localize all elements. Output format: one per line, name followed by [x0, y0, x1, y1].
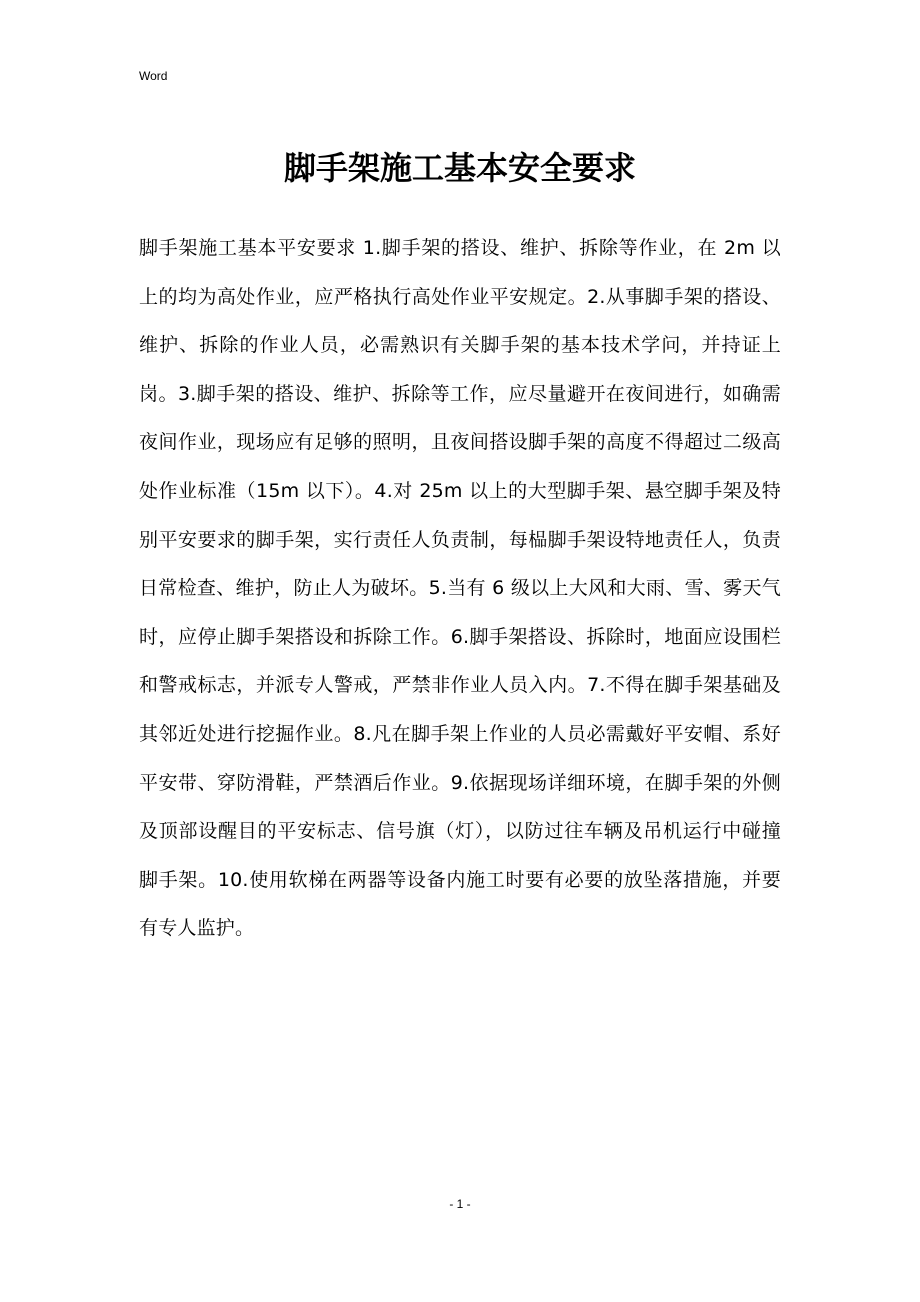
- document-title: 脚手架施工基本安全要求: [283, 149, 636, 187]
- header-label: Word: [139, 69, 168, 83]
- document-body: 脚手架施工基本平安要求 1.脚手架的搭设、维护、拆除等作业，在 2m 以上的均为高处作业，应严格执行高处作业平安规定。2.从事脚手架的搭设、维护、拆除的作业人员，必需熟识有关脚手架的基本技术学问，并持证上岗。3.脚手架的搭设、维护、拆除等工作，应尽量避开在夜间进行，如确需夜间作业，现场应有足够的照明，且夜间搭设脚手架的高度不得超过二级高处作业标准（15m 以下）。4.对 25m 以上的大型脚手架、悬空脚手架及特别平安要求的脚手架，实行责任人负责制，每榀脚手架设特地责任人，负责日常检查、维护，防止人为破坏。5.当有 6 级以上大风和大雨、雪、雾天气时，应停止脚手架搭设和拆除工作。6.脚手架搭设、拆除时，地面应设围栏和警戒标志，并派专人警戒，严禁非作业人员入内。7.不得在脚手架基础及其邻近处进行挖掘作业。8.凡在脚手架上作业的人员必需戴好平安帽、系好平安带、穿防滑鞋，严禁酒后作业。9.依据现场详细环境，在脚手架的外侧及顶部设醒目的平安标志、信号旗（灯），以防过往车辆及吊机运行中碰撞脚手架。10.使用软梯在两器等设备内施工时要有必要的放坠落措施，并要有专人监护。: [139, 237, 781, 940]
- page-number: - 1 -: [449, 1197, 471, 1211]
